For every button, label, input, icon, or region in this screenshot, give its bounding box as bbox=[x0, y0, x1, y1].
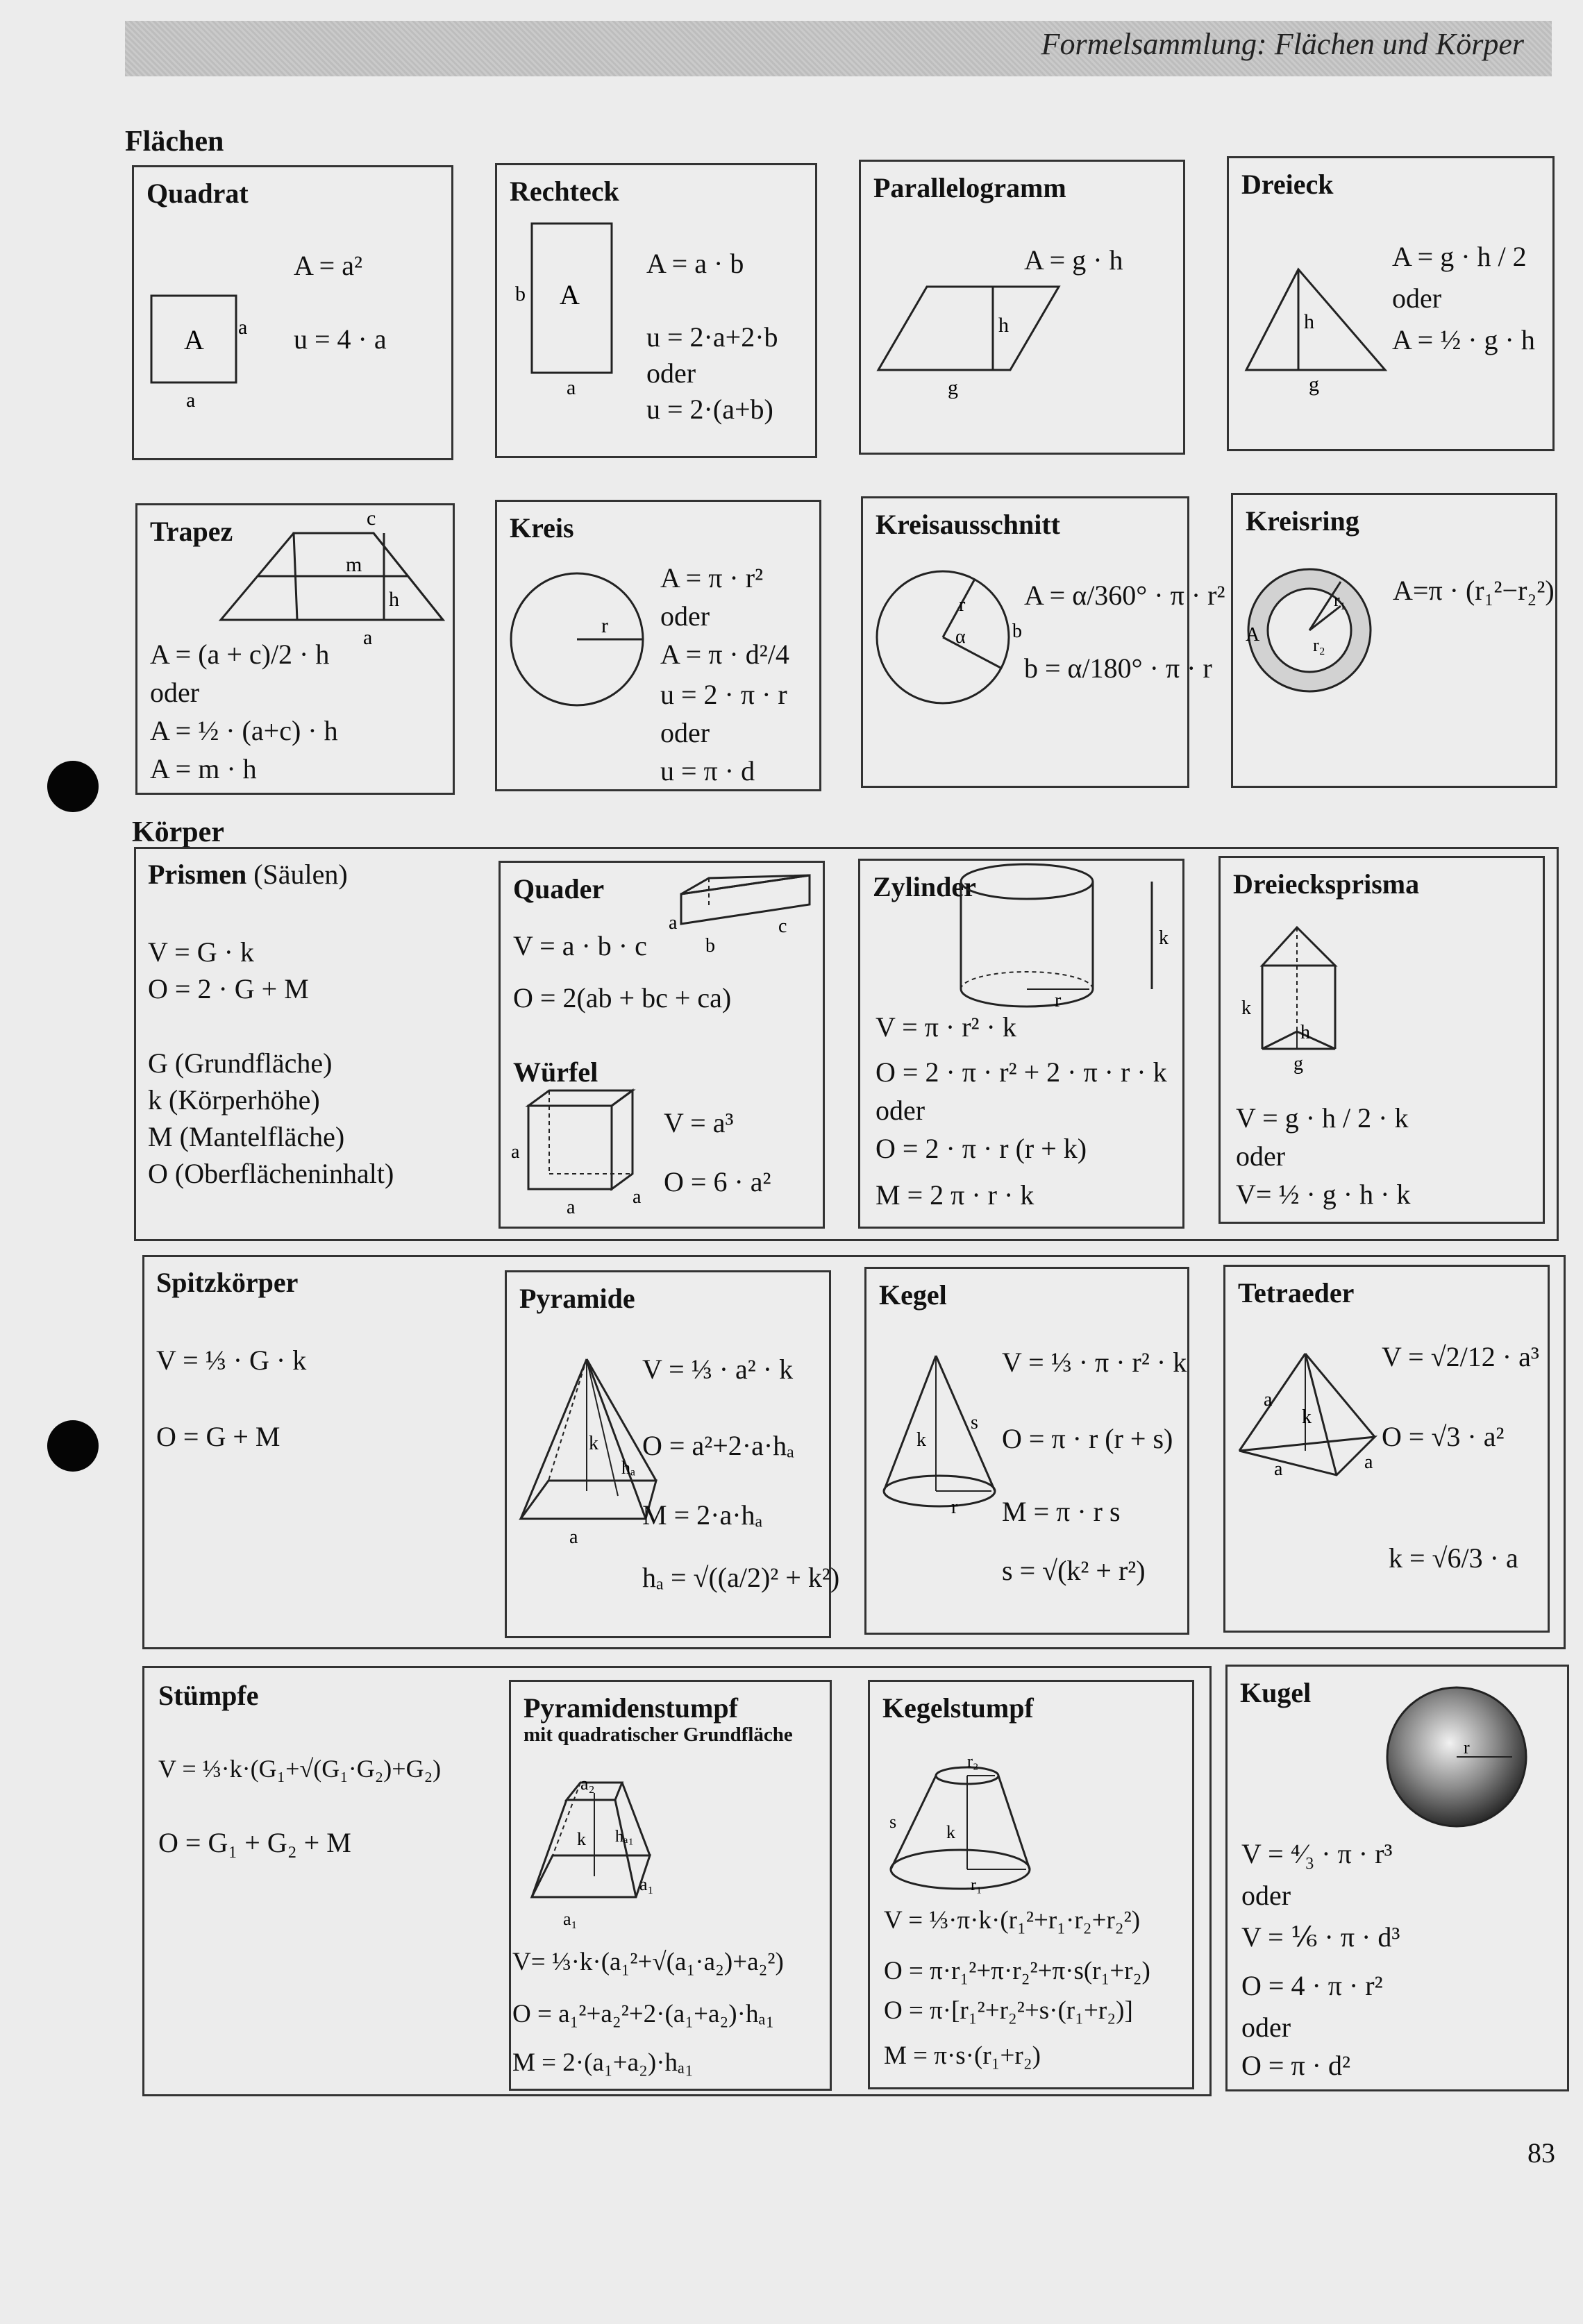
formula-volume: V= ⅓·k·(a₁²+√(a₁·a₂)+a₂²) bbox=[512, 1948, 784, 1976]
formula-area: A = π · r² bbox=[660, 562, 764, 593]
label-ha: hₐ₁ bbox=[615, 1828, 634, 1846]
frustum-cone-diagram bbox=[870, 1682, 1196, 2091]
label-c: c bbox=[778, 916, 787, 937]
label-r2: r₂ bbox=[967, 1753, 979, 1771]
card-quader bbox=[499, 861, 825, 1229]
label-k: k bbox=[1159, 927, 1169, 949]
label-ha: hₐ bbox=[621, 1458, 636, 1478]
label-s: s bbox=[971, 1412, 978, 1433]
section-koerper: Körper bbox=[132, 816, 224, 848]
card-title: Dreiecksprisma bbox=[1233, 868, 1420, 900]
label-g: g bbox=[1293, 1053, 1303, 1075]
card-prismen bbox=[135, 848, 489, 1240]
formula-volume: V = g · h / 2 · k bbox=[1236, 1102, 1409, 1134]
card-title: Kugel bbox=[1240, 1677, 1312, 1708]
label-a: a bbox=[567, 376, 576, 399]
label-s: s bbox=[889, 1812, 897, 1832]
oder-text: oder bbox=[1241, 2012, 1291, 2043]
label-a: a bbox=[511, 1141, 520, 1163]
formula-area: A = a² bbox=[294, 250, 362, 281]
formula-area: A = g · h / 2 bbox=[1392, 241, 1527, 272]
formula-volume: V = ⅓ · a² · k bbox=[642, 1354, 794, 1385]
card-quadrat bbox=[132, 165, 453, 460]
card-title: Zylinder bbox=[873, 871, 976, 902]
formula-area-midline: A = m · h bbox=[150, 753, 257, 784]
page-number: 83 bbox=[1527, 2137, 1555, 2169]
label-a: a bbox=[569, 1526, 578, 1548]
formula-perimeter: u = 2·a+2·b bbox=[646, 321, 778, 353]
label-alpha: α bbox=[955, 626, 966, 648]
formula-surface: O = π · r (r + s) bbox=[1002, 1423, 1173, 1454]
square-diagram bbox=[134, 167, 455, 462]
formula-area-alt: A = ½ · (a+c) · h bbox=[150, 715, 338, 746]
label-a2: a₂ bbox=[580, 1774, 595, 1794]
card-kegel bbox=[864, 1267, 1189, 1635]
formula-surface: O = √3 · a² bbox=[1382, 1421, 1505, 1452]
oder-text: oder bbox=[660, 717, 710, 748]
card-title: Spitzkörper bbox=[156, 1267, 299, 1298]
formula-mantle: M = π·s·(r₁+r₂) bbox=[884, 2041, 1041, 2070]
section-flaechen: Flächen bbox=[125, 126, 224, 158]
card-title: Stümpfe bbox=[158, 1680, 259, 1711]
card-title-suffix: (Säulen) bbox=[253, 859, 348, 890]
label-b: b bbox=[515, 283, 526, 305]
formula-mantle: M = π · r s bbox=[1002, 1496, 1121, 1527]
label-k: k bbox=[946, 1822, 955, 1842]
label-h: h bbox=[1304, 310, 1314, 333]
label-a: a bbox=[1274, 1458, 1283, 1480]
label-c: c bbox=[367, 507, 376, 530]
formula-perimeter-alt: u = 2·(a+b) bbox=[646, 394, 773, 425]
formula-surface: O = 2(ab + bc + ca) bbox=[513, 982, 732, 1013]
formula-surface: O = a²+2·a·hₐ bbox=[642, 1430, 795, 1461]
formula-volume: V = a · b · c bbox=[513, 930, 647, 961]
formula-surface: O = π·r₁²+π·r₂²+π·s(r₁+r₂) bbox=[884, 1957, 1150, 1985]
cylinder-diagram bbox=[860, 861, 1187, 1231]
oder-text: oder bbox=[1236, 1140, 1286, 1172]
card-dreiecksprisma bbox=[1218, 856, 1545, 1224]
oder-text: oder bbox=[660, 600, 710, 632]
wuerfel-title: Würfel bbox=[513, 1056, 598, 1088]
formula-area-alt: A = ½ · g · h bbox=[1392, 324, 1535, 355]
formula-surface: O = G₁ + G₂ + M bbox=[158, 1827, 351, 1858]
label-a1: a₁ bbox=[563, 1909, 578, 1929]
label-k: k bbox=[589, 1433, 598, 1454]
formula-height: k = √6/3 · a bbox=[1389, 1542, 1518, 1574]
card-title: Prismen bbox=[148, 859, 247, 890]
label-r: r bbox=[959, 594, 966, 616]
oder-text: oder bbox=[646, 357, 696, 389]
punch-hole bbox=[47, 761, 99, 812]
annulus-diagram bbox=[1233, 495, 1559, 790]
formula-mantle: M = 2·(a₁+a₂)·hₐ₁ bbox=[512, 2048, 694, 2077]
header-title: Formelsammlung: Flächen und Körper bbox=[1041, 27, 1524, 61]
label-k: k bbox=[1241, 997, 1251, 1019]
formula-surface: O = a₁²+a₂²+2·(a₁+a₂)·hₐ₁ bbox=[512, 2000, 775, 2028]
card-title: Rechteck bbox=[510, 176, 619, 207]
formula-volume: V = ⅓·π·k·(r₁²+r₁·r₂+r₂²) bbox=[884, 1906, 1141, 1935]
formula-surface: O = 2 · π · r² + 2 · π · r · k bbox=[876, 1056, 1167, 1088]
formula-area: A = g · h bbox=[1024, 244, 1123, 276]
label-h: h bbox=[1300, 1022, 1310, 1043]
card-trapez bbox=[135, 503, 455, 795]
card-tetraeder bbox=[1223, 1265, 1550, 1633]
oder-text: oder bbox=[1392, 283, 1442, 314]
sector-diagram bbox=[863, 498, 1191, 790]
label-r1: r₁ bbox=[971, 1876, 982, 1894]
formula-surface: O = G + M bbox=[156, 1421, 280, 1452]
label-r: r bbox=[601, 614, 608, 637]
card-pyramide bbox=[505, 1270, 840, 1638]
formula-perimeter-d: u = π · d bbox=[660, 755, 755, 786]
formula-mantle: M = 2·a·hₐ bbox=[642, 1499, 763, 1531]
card-spitzkoerper bbox=[144, 1256, 498, 1649]
card-title: Pyramidenstumpf bbox=[524, 1692, 738, 1724]
oder-text: oder bbox=[1241, 1880, 1291, 1911]
label-b: b bbox=[705, 935, 715, 957]
card-kreis bbox=[495, 500, 821, 791]
card-parallelogramm bbox=[859, 160, 1185, 455]
card-dreieck bbox=[1227, 156, 1555, 451]
frustum-pyramid-diagram bbox=[511, 1682, 834, 2093]
card-rechteck bbox=[495, 163, 817, 458]
label-k: k bbox=[1302, 1406, 1312, 1428]
wuerfel-formula-surface: O = 6 · a² bbox=[664, 1166, 771, 1197]
label-b: b bbox=[1012, 621, 1022, 642]
header-bar bbox=[125, 21, 1552, 76]
label-A: A bbox=[1246, 624, 1260, 646]
card-kreisausschnitt bbox=[861, 496, 1225, 788]
card-pyramidenstumpf bbox=[509, 1680, 832, 2091]
formula-volume-d: V = ⅙ · π · d³ bbox=[1241, 1921, 1400, 1953]
legend-item: k (Körperhöhe) bbox=[148, 1084, 320, 1115]
card-title: Kreisring bbox=[1246, 505, 1359, 537]
card-stuempfe bbox=[146, 1669, 500, 2093]
formula-area-d: A = π · d²/4 bbox=[660, 639, 789, 670]
label-A: A bbox=[184, 324, 204, 355]
label-r: r bbox=[1464, 1737, 1470, 1758]
label-r1: r₁ bbox=[1334, 590, 1346, 610]
label-a: a bbox=[186, 389, 196, 412]
label-a: a bbox=[633, 1186, 642, 1208]
legend-item: G (Grundfläche) bbox=[148, 1047, 333, 1079]
formula-area: A=π · (r₁²−r₂²) bbox=[1393, 575, 1555, 606]
label-a: a bbox=[1364, 1451, 1373, 1473]
label-h: h bbox=[998, 314, 1009, 337]
card-title: Quadrat bbox=[146, 178, 249, 209]
formula-surface-d: O = π · d² bbox=[1241, 2050, 1350, 2081]
card-kegelstumpf bbox=[868, 1680, 1194, 2089]
formula-area: A = (a + c)/2 · h bbox=[150, 639, 330, 670]
formula-area: A = a · b bbox=[646, 248, 744, 279]
parallelogram-diagram bbox=[861, 162, 1187, 457]
formula-surface-alt: O = 2 · π · r (r + k) bbox=[876, 1133, 1087, 1164]
label-a: a bbox=[567, 1197, 576, 1218]
formula-volume: V = ⅓ · π · r² · k bbox=[1002, 1347, 1187, 1378]
label-r: r bbox=[1055, 990, 1062, 1011]
formula-slant: s = √(k² + r²) bbox=[1002, 1555, 1146, 1586]
formula-surface-alt: O = π·[r₁²+r₂²+s·(r₁+r₂)] bbox=[884, 1996, 1133, 2025]
formula-volume: V = ⁴⁄₃ · π · r³ bbox=[1241, 1838, 1393, 1869]
label-A: A bbox=[560, 279, 580, 310]
label-g: g bbox=[1309, 373, 1319, 396]
card-title: Kegelstumpf bbox=[882, 1692, 1034, 1724]
formula-arc: b = α/180° · π · r bbox=[1024, 652, 1212, 684]
formula-volume: V = ⅓ · G · k bbox=[156, 1345, 307, 1376]
card-title: Kreis bbox=[510, 512, 574, 544]
formula-volume-alt: V= ½ · g · h · k bbox=[1236, 1179, 1411, 1210]
card-title: Dreieck bbox=[1241, 169, 1334, 200]
label-a: a bbox=[238, 316, 248, 339]
label-a: a bbox=[1264, 1389, 1273, 1411]
formula-volume: V = √2/12 · a³ bbox=[1382, 1341, 1539, 1372]
label-g: g bbox=[948, 376, 958, 399]
label-k: k bbox=[577, 1829, 586, 1849]
label-a1: a₁ bbox=[639, 1874, 654, 1894]
label-a: a bbox=[669, 912, 678, 934]
formula-volume: V = G · k bbox=[148, 936, 254, 968]
card-title: Parallelogramm bbox=[873, 172, 1066, 203]
label-r2: r₂ bbox=[1313, 635, 1325, 655]
formula-perimeter: u = 4 · a bbox=[294, 323, 387, 355]
formula-surface: O = 4 · π · r² bbox=[1241, 1970, 1383, 2001]
formula-perimeter: u = 2 · π · r bbox=[660, 679, 787, 710]
card-title: Pyramide bbox=[519, 1283, 635, 1314]
card-title: Trapez bbox=[150, 516, 233, 547]
formula-surface: O = 2 · G + M bbox=[148, 973, 309, 1004]
label-a: a bbox=[363, 626, 373, 649]
card-kreisring bbox=[1231, 493, 1557, 788]
label-h: h bbox=[389, 588, 399, 611]
formula-volume: V = ⅓·k·(G₁+√(G₁·G₂)+G₂) bbox=[158, 1755, 442, 1783]
card-zylinder bbox=[858, 859, 1184, 1229]
formula-ha: hₐ = √((a/2)² + k²) bbox=[642, 1562, 840, 1593]
oder-text: oder bbox=[876, 1095, 925, 1126]
card-kugel bbox=[1225, 1665, 1569, 2091]
formula-volume: V = π · r² · k bbox=[876, 1011, 1016, 1043]
formula-area: A = α/360° · π · r² bbox=[1024, 580, 1225, 611]
wuerfel-formula-volume: V = a³ bbox=[664, 1107, 734, 1138]
card-title: Kreisausschnitt bbox=[876, 509, 1060, 540]
label-m: m bbox=[346, 553, 362, 576]
card-subtitle: mit quadratischer Grundfläche bbox=[524, 1724, 793, 1746]
punch-hole bbox=[47, 1420, 99, 1472]
card-title: Quader bbox=[513, 873, 605, 904]
label-r: r bbox=[951, 1497, 958, 1518]
legend-item: M (Mantelfläche) bbox=[148, 1121, 345, 1152]
card-title: Kegel bbox=[879, 1279, 947, 1311]
formula-mantle: M = 2 π · r · k bbox=[876, 1179, 1035, 1211]
oder-text: oder bbox=[150, 677, 200, 708]
label-k: k bbox=[916, 1429, 926, 1451]
card-title: Tetraeder bbox=[1238, 1277, 1355, 1308]
legend-item: O (Oberflächeninhalt) bbox=[148, 1158, 394, 1189]
